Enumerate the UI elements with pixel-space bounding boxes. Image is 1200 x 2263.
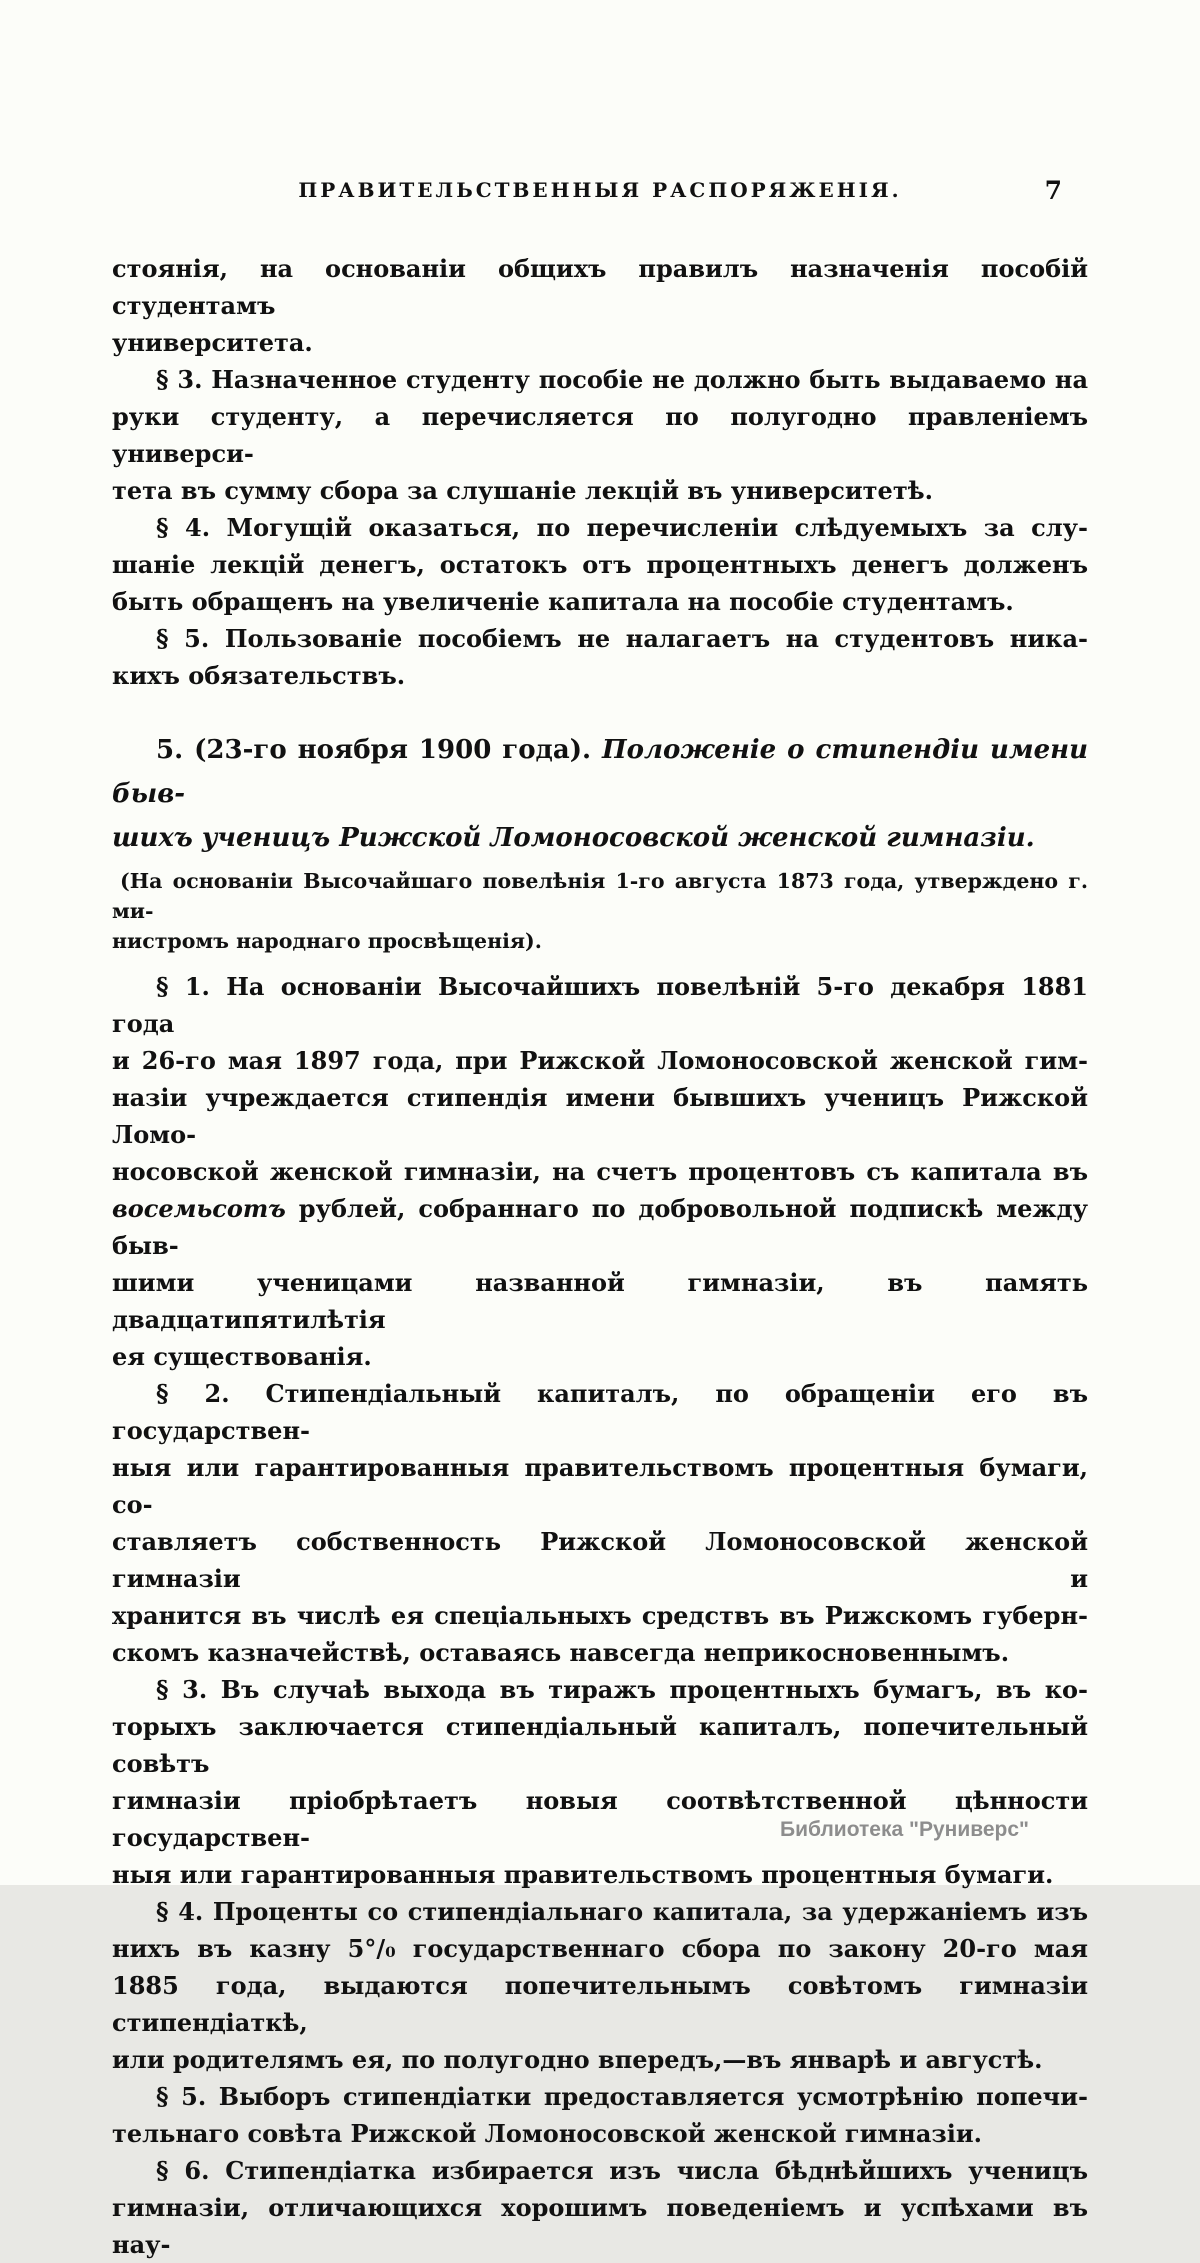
text-segment: руки студенту, а перечисляется по полугодно правленіемъ универси-	[112, 402, 1088, 468]
text-line	[112, 1079, 1088, 1153]
paragraph	[112, 250, 1088, 361]
text-segment: рублей, собраннаго по добровольной подпискѣ между быв-	[112, 1194, 1088, 1260]
text-segment: § 3. Назначенное студенту пособіе не должно быть выдаваемо на	[156, 365, 1088, 394]
text-segment: § 6. Стипендіатка избирается изъ числа бѣднѣйшихъ ученицъ	[156, 2156, 1088, 2185]
paragraph	[112, 2078, 1088, 2152]
text-line	[112, 1597, 1088, 1634]
text-line	[112, 1264, 1088, 1338]
text-line	[112, 1930, 1088, 1967]
paragraph	[112, 1671, 1088, 1893]
text-segment: ставляетъ собственность Рижской Ломоносовской женской гимназіи и	[112, 1527, 1088, 1593]
paragraph	[112, 361, 1088, 509]
text-segment: или родителямъ ея, по полугодно впередъ,—въ январѣ и августѣ.	[112, 2045, 1043, 2074]
paragraph	[112, 1893, 1088, 2078]
paragraph	[112, 509, 1088, 620]
text-line	[112, 583, 1088, 620]
text-line	[112, 1042, 1088, 1079]
text-line	[112, 1523, 1088, 1597]
paragraph	[112, 728, 1088, 860]
text-segment: шаніе лекцій денегъ, остатокъ отъ процентныхъ денегъ долженъ	[112, 550, 1088, 579]
text-line	[112, 1671, 1088, 1708]
text-line	[112, 1634, 1088, 1671]
text-line	[112, 1449, 1088, 1523]
text-segment: быть обращенъ на увеличеніе капитала на пособіе студентамъ.	[112, 587, 1014, 616]
paragraph	[112, 620, 1088, 694]
text-line	[112, 361, 1088, 398]
text-segment: гимназіи, отличающихся хорошимъ поведеніемъ и успѣхами въ нау-	[112, 2193, 1088, 2259]
text-line	[112, 509, 1088, 546]
italic-text-segment: шихъ ученицъ Рижской Ломоносовской женской гимназіи.	[112, 823, 1035, 853]
text-line	[112, 926, 1088, 956]
text-segment: § 5. Выборъ стипендіатки предоставляется усмотрѣнію попечи-	[156, 2082, 1088, 2111]
text-segment: нистромъ народнаго просвѣщенія).	[112, 929, 542, 953]
text-line	[112, 2115, 1088, 2152]
text-segment: 1885 года, выдаются попечительнымъ совѣтомъ гимназіи стипендіаткѣ,	[112, 1971, 1088, 2037]
text-line	[112, 816, 1088, 860]
running-header	[112, 176, 1088, 205]
text-line	[112, 620, 1088, 657]
text-line	[112, 2041, 1088, 2078]
text-segment: 5. (23-го ноября 1900 года).	[156, 735, 603, 765]
text-segment: тета въ сумму сбора за слушаніе лекцій въ университетѣ.	[112, 476, 933, 505]
text-segment: § 3. Въ случаѣ выхода въ тиражъ процентныхъ бумагъ, въ ко-	[156, 1675, 1088, 1704]
text-segment: (На основаніи Высочайшаго повелѣнія 1-го августа 1873 года, утверждено г. ми-	[112, 869, 1088, 923]
text-line	[112, 472, 1088, 509]
text-segment: назіи учреждается стипендія имени бывшихъ ученицъ Рижской Ломо-	[112, 1083, 1088, 1149]
text-line	[112, 1190, 1088, 1264]
text-line	[112, 1708, 1088, 1782]
text-segment: университета.	[112, 328, 313, 357]
text-segment: § 4. Могущій оказаться, по перечисленіи слѣдуемыхъ за слу-	[156, 513, 1088, 542]
paragraph	[112, 866, 1088, 956]
text-line	[112, 1893, 1088, 1930]
paragraph	[112, 2152, 1088, 2263]
text-segment: гимназіи пріобрѣтаетъ новыя соотвѣтственной цѣнности государствен-	[112, 1786, 1088, 1852]
text-line	[112, 546, 1088, 583]
text-line	[112, 2078, 1088, 2115]
library-watermark: Библиотека "Руниверс"	[780, 1818, 1030, 1841]
text-line	[112, 2189, 1088, 2263]
text-line	[112, 1153, 1088, 1190]
text-segment: и 26-го мая 1897 года, при Рижской Ломоносовской женской гим-	[112, 1046, 1088, 1075]
text-line	[112, 1338, 1088, 1375]
text-segment: кихъ обязательствъ.	[112, 661, 406, 690]
text-line	[112, 398, 1088, 472]
paragraph	[112, 968, 1088, 1375]
paragraph	[112, 1375, 1088, 1671]
page-number: 7	[1044, 176, 1062, 205]
text-segment: нихъ въ казну 5°/₀ государственнаго сбора по закону 20-го мая	[112, 1934, 1088, 1963]
document-body	[112, 250, 1088, 2263]
text-segment: ныя или гарантированныя правительствомъ процентныя бумаги.	[112, 1860, 1054, 1889]
italic-text-segment: восемьсотъ	[112, 1194, 286, 1223]
text-segment: стоянія, на основаніи общихъ правилъ назначенія пособій студентамъ	[112, 254, 1088, 320]
text-line	[112, 1967, 1088, 2041]
text-line	[112, 866, 1088, 926]
text-segment: § 1. На основаніи Высочайшихъ повелѣній 5-го декабря 1881 года	[112, 972, 1088, 1038]
text-line	[112, 324, 1088, 361]
text-line	[112, 2152, 1088, 2189]
text-segment: скомъ казначействѣ, оставаясь навсегда неприкосновеннымъ.	[112, 1638, 1010, 1667]
text-line	[112, 968, 1088, 1042]
text-line	[112, 728, 1088, 816]
text-segment: тельнаго совѣта Рижской Ломоносовской женской гимназіи.	[112, 2119, 982, 2148]
text-segment: § 5. Пользованіе пособіемъ не налагаетъ на студентовъ ника-	[156, 624, 1088, 653]
text-segment: ея существованія.	[112, 1342, 372, 1371]
text-segment: § 4. Проценты со стипендіальнаго капитала, за удержаніемъ изъ	[156, 1897, 1088, 1926]
text-line	[112, 1375, 1088, 1449]
text-segment: ныя или гарантированныя правительствомъ процентныя бумаги, со-	[112, 1453, 1088, 1519]
italic-text-segment: Положеніе о стипендіи имени быв-	[112, 735, 1088, 809]
text-segment: § 2. Стипендіальный капиталъ, по обращеніи его въ государствен-	[112, 1379, 1088, 1445]
text-line	[112, 250, 1088, 324]
running-header-title: ПРАВИТЕЛЬСТВЕННЫЯ РАСПОРЯЖЕНІЯ.	[298, 178, 902, 202]
text-segment: шими ученицами названной гимназіи, въ память двадцатипятилѣтія	[112, 1268, 1088, 1334]
text-segment: носовской женской гимназіи, на счетъ процентовъ съ капитала въ	[112, 1157, 1088, 1186]
text-line	[112, 1856, 1088, 1893]
text-segment: хранится въ числѣ ея спеціальныхъ средствъ въ Рижскомъ губерн-	[112, 1601, 1088, 1630]
text-line	[112, 657, 1088, 694]
text-segment: торыхъ заключается стипендіальный капиталъ, попечительный совѣтъ	[112, 1712, 1088, 1778]
